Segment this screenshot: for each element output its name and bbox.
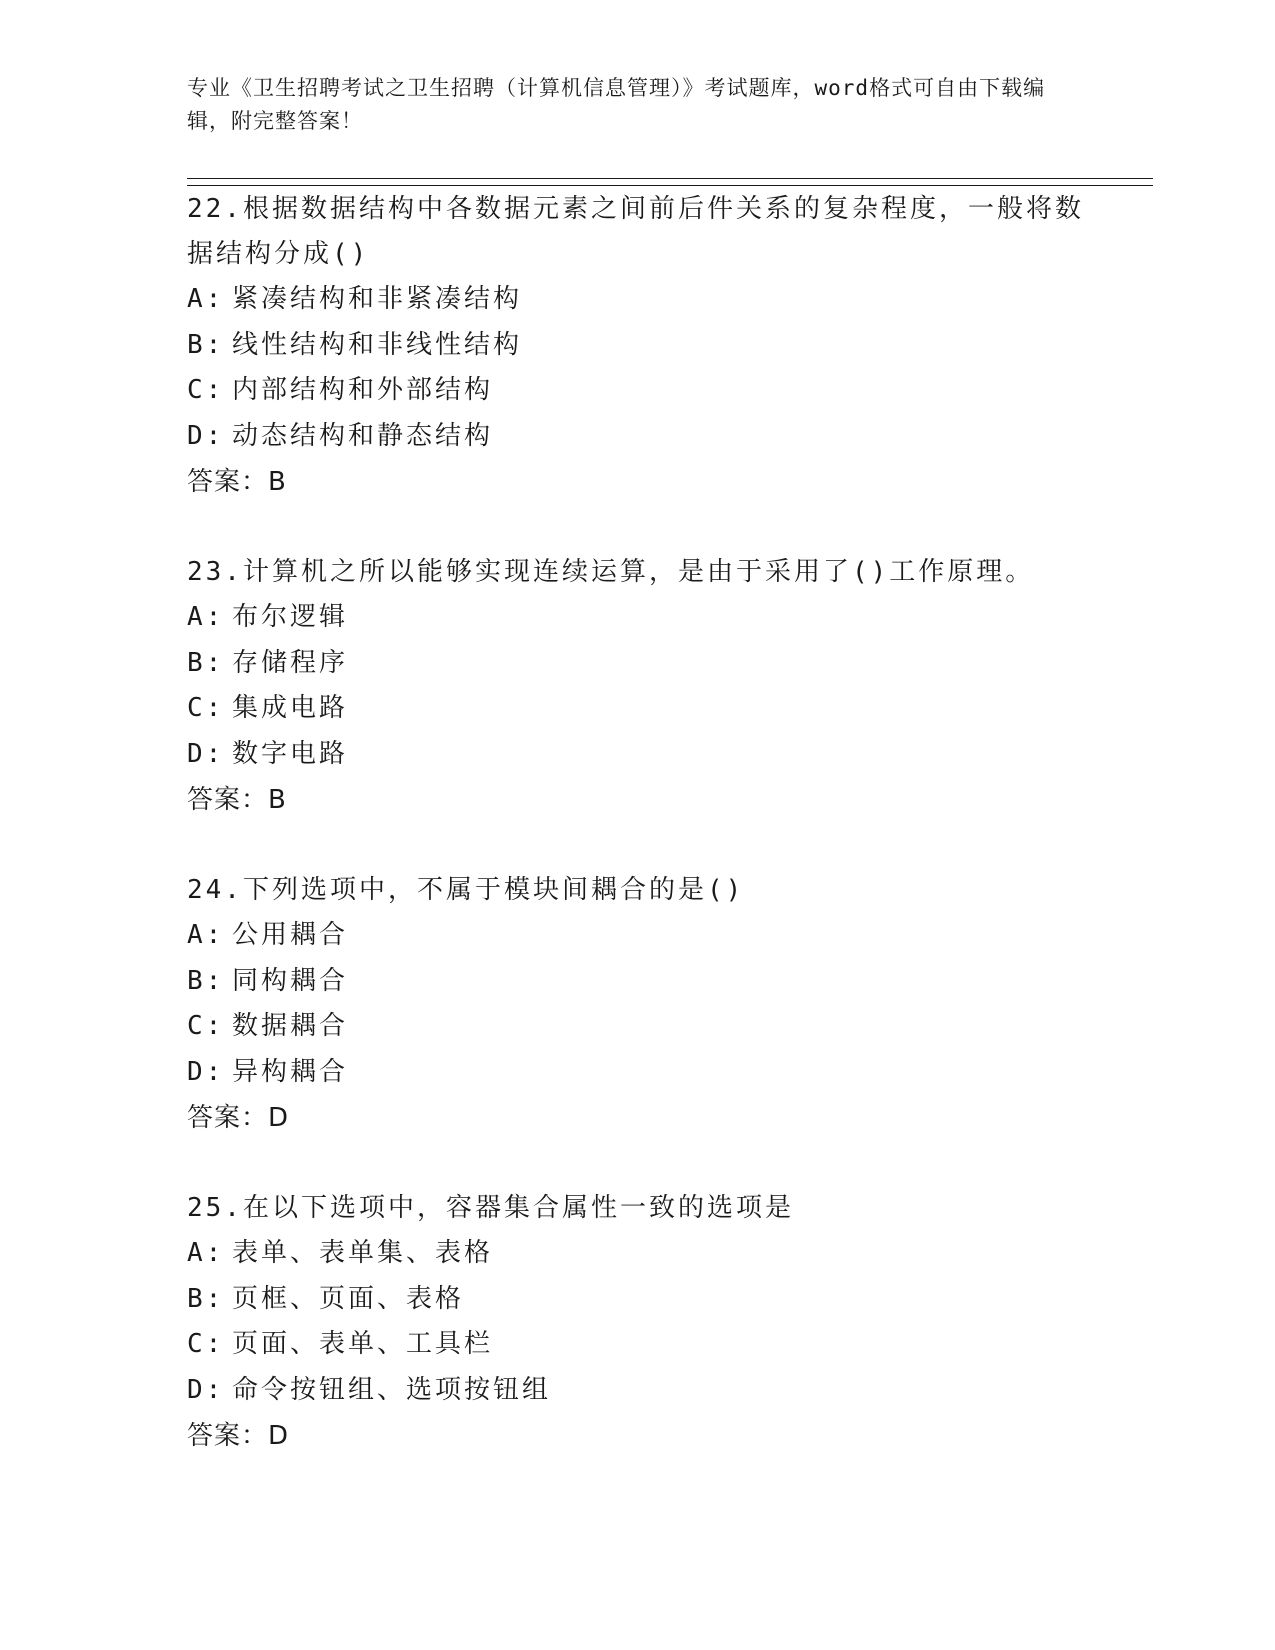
option-c	[187, 368, 1087, 414]
option-letter: D:	[187, 420, 225, 451]
option-text: 表单、表单集、表格	[232, 1238, 494, 1268]
option-a	[187, 277, 1087, 323]
option-letter: C:	[187, 375, 225, 405]
option-letter: B:	[187, 1283, 225, 1314]
question-list	[187, 187, 1087, 1504]
answer-line: 答案：D	[187, 1421, 290, 1451]
option-letter: D:	[187, 1374, 225, 1405]
question-stem: 25.在以下选项中，容器集合属性一致的选项是	[187, 1193, 794, 1223]
option-b	[187, 959, 1087, 1005]
option-text: 线性结构和非线性结构	[232, 329, 523, 360]
option-letter: B:	[187, 965, 225, 996]
option-text: 布尔逻辑	[232, 602, 349, 632]
option-text: 存储程序	[232, 647, 349, 678]
option-letter: C:	[187, 693, 225, 723]
option-c	[187, 1004, 1087, 1050]
option-text: 动态结构和静态结构	[232, 420, 494, 451]
option-c	[187, 686, 1087, 732]
question-24	[187, 868, 1087, 1142]
option-letter: B:	[187, 329, 225, 360]
question-stem: 23.计算机之所以能够实现连续运算，是由于采用了()工作原理。	[187, 557, 1035, 587]
answer-line: 答案：B	[187, 467, 287, 497]
option-text: 紧凑结构和非紧凑结构	[232, 284, 523, 314]
option-a	[187, 595, 1087, 641]
option-letter: A:	[187, 1238, 225, 1268]
question-22	[187, 187, 1087, 506]
option-d	[187, 1368, 1087, 1414]
question-25	[187, 1186, 1087, 1460]
option-letter: A:	[187, 602, 225, 632]
question-stem: 24.下列选项中，不属于模块间耦合的是()	[187, 875, 745, 905]
option-letter: C:	[187, 1329, 225, 1359]
header-double-rule	[187, 178, 1153, 186]
option-d	[187, 414, 1087, 460]
option-d	[187, 732, 1087, 778]
option-letter: A:	[187, 920, 225, 950]
option-c	[187, 1322, 1087, 1368]
option-text: 页面、表单、工具栏	[232, 1329, 494, 1359]
answer-line: 答案：B	[187, 785, 287, 815]
question-stem: 22.根据数据结构中各数据元素之间前后件关系的复杂程度，一般将数据结构分成()	[187, 194, 1084, 269]
option-text: 页框、页面、表格	[232, 1283, 465, 1314]
question-23	[187, 550, 1087, 824]
option-letter: B:	[187, 647, 225, 678]
option-b	[187, 641, 1087, 687]
option-text: 命令按钮组、选项按钮组	[232, 1374, 552, 1405]
option-letter: D:	[187, 738, 225, 769]
option-text: 异构耦合	[232, 1056, 349, 1087]
option-text: 数字电路	[232, 738, 349, 769]
option-text: 集成电路	[232, 693, 349, 723]
option-letter: A:	[187, 284, 225, 314]
option-a	[187, 1231, 1087, 1277]
option-letter: C:	[187, 1011, 225, 1041]
document-header: 专业《卫生招聘考试之卫生招聘（计算机信息管理）》考试题库，word格式可自由下载编辑，附完整答案！	[187, 76, 1046, 133]
option-b	[187, 323, 1087, 369]
option-text: 内部结构和外部结构	[232, 375, 494, 405]
option-text: 数据耦合	[232, 1011, 349, 1041]
option-b	[187, 1277, 1087, 1323]
option-letter: D:	[187, 1056, 225, 1087]
answer-line: 答案：D	[187, 1103, 290, 1133]
option-text: 同构耦合	[232, 965, 349, 996]
option-a	[187, 913, 1087, 959]
option-text: 公用耦合	[232, 920, 349, 950]
option-d	[187, 1050, 1087, 1096]
